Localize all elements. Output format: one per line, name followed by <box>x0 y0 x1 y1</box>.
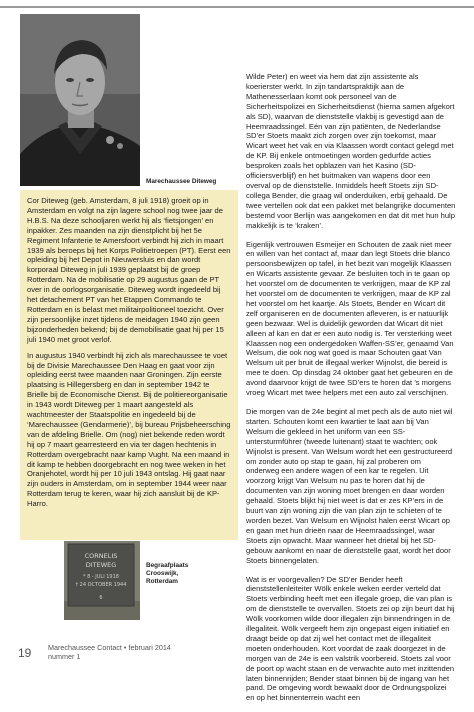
gravestone-caption-line3: Rotterdam <box>146 578 178 586</box>
article-column <box>246 72 456 712</box>
article-paragraph-2: Eigenlijk vertrouwen Esmeijer en Schouten de zaak niet meer en willen van het contact af, maar dan legt Stoets drie blanco persoonsbewijzen op tafel, in het bezit van mogelijk Klaassen en Wicarts assistente gevaar. Ze besluiten toch in te gaan op het voorstel om de documenten te verkrijgen, maar de KP zal het voorstel om de documenten te verkrijgen, maar de KP zal het voorstel om het kaartje. Als Stoets, Bender en Wicart dit zelf organiseren en de documenten afleveren, is er natuurlijk geen bezwaar. Wel is duidelijk geworden dat Wicart dit niet alleen af kan en dat er een auto nodig is. Ter versterking weet Klaassen nog een ondergedoken Waffen-SS’er, genaamd Van Welsum, die ook nog wat goed is maar Schouten gaat Van Welsum uit per bruit de illegaal werker Wijnolst, die bereid is mee te doen. Op dinsdag 24 oktober gaat het gebeuren en de avond daarvoor krijgt de twee SD’ers te horen dat ’s morgens vroeg Wicart met twee helpers met een auto zal verschijnen. <box>246 239 454 398</box>
biography-paragraph-1: Cor Diteweg (geb. Amsterdam, 8 juli 1918) groeit op in Amsterdam en volgt na zijn lagere school nog twee jaar de H.B.S. Na deze schooljaren werkt hij als ‘fietsjongen’ en inpakker. Zes maanden na zijn dienstplicht bij het 5e Regiment Infanterie te Amersfoort verbindt hij zich in maart 1939 als beroeps bij het Korps Politietroepen (PT). Eerst een opleiding bij het Depot in Nieuwersluis en dan wordt korporaal Diteweg in juli 1939 geplaatst bij de groep Rotterdam. Na de mobilisatie op 29 augustus gaan de PT over in de oorlogsorganisatie. Diteweg wordt ingedeeld bij het detachement PT van het Etappen Commando te Rotterdam en is belast met militairpolitioneel toezicht. Over zijn persoonlijke inzet tijdens de meidagen 1940 zijn geen bijzonderheden bekend; bij de demobilisatie gaat hij per 15 juli 1940 met groot verlof. <box>27 196 231 344</box>
footer-publication-info <box>48 643 171 661</box>
footer-bullet: • <box>123 643 127 652</box>
article-paragraph-4: Wat is er voorgevallen? De SD’er Bender heeft dienststellenleiteiter Wölk enkele weken eerder verteld dat Stoets verbinding heeft met een illegale groep, die van plan is om de dienststelle te overvallen. Stoets zei op zijn beurt dat hij Wölk voorkomen wilde door illegalen zijn binnendringen in de illegaliteit. Wölk vergeeft hem zijn ongepast eigen initiatief en draagt beide op dat zij wel het contact met de illegaliteit moeten onderhouden. Kort voordat de zaak doorgezet in de morgen van de 24e is een valstrik voorbereid. Stoets zal voor de poort op wacht staan en de verwachte auto met inzittenden laten binnenrijden; Bender staat binnen bij de ingang van het pand. De omgeving wordt bewaakt door de Ordnungspolizei en op het binnenterrein wacht een <box>246 574 455 703</box>
issue-date: februari 2014 <box>128 643 171 652</box>
page-number: 19 <box>18 646 32 660</box>
gravestone-caption-line2: Crooswijk, <box>146 570 179 578</box>
gravestone-name-line1: CORNELIS <box>84 552 118 560</box>
gravestone-caption <box>146 562 226 587</box>
portrait-caption: Marechaussee Diteweg <box>146 178 217 185</box>
gravestone-number: 6 <box>99 595 103 601</box>
publication-name: Marechaussee Contact <box>48 643 122 652</box>
biography-text <box>27 196 231 515</box>
biography-paragraph-2: In augustus 1940 verbindt hij zich als marechaussee te voet bij de Divisie Marechaussee Den Haag en gaat voor zijn opleiding eerst twee maanden naar Groningen. Zijn eerste plaatsing is Hillegersberg en dan in september 1942 te Brielle bij de Economische Dienst. Bij de politiereorganisatie in 1943 wordt Diteweg per 1 maart aangesteld als wachtmeester der Staatspolitie en ingedeeld bij de ‘Marechaussee (Gendarmerie)’, bij bureau Prijsbeheersching van de afdeling Brielle. Om (nog) niet bekende reden wordt hij op 7 maart gearresteerd en via ter dagen hechtenis in Rotterdam overgebracht naar kamp Vught. Na een maand in dit kamp te hebben doorgebracht en nog twee weken in het Oranjehotel, wordt hij per 10 juli 1943 ontslag. Hij gaat naar zijn ouders in Amsterdam, om in september 1944 weer naar Rotterdam terug te keren, waar hij zich aansluit bij de KP-Harro. <box>27 350 231 509</box>
gravestone-caption-line1: Begraafplaats <box>146 562 189 569</box>
issue-number: nummer 1 <box>48 652 81 661</box>
portrait-photo <box>20 14 140 186</box>
gravestone-name-line2: DITEWEG <box>85 561 117 569</box>
gravestone-photo <box>64 541 140 620</box>
gravestone-death: † 24 OCTOBER 1944 <box>75 582 127 588</box>
article-paragraph-1: Wilde Peter) en weet via hem dat zijn assistente als koerierster werkt. In zijn tandartspraktijk aan de Mathenesserlaan komt ook personeel van de Sicherheitspolizei en Sicherheitsdienst (hierna samen afgekort als SD), waarvan de dienststelle vlakbij is gevestigd aan de Heemraadssingel. Eén van zijn patiënten, de Nederlandse SD’er Stoets maakt zich zorgen over zijn toekomst, maar Wicart weet het vak en via Klaassen wordt contact gelegd met de KP. Bij enkele ontmoetingen worden gedurfde acties besproken zoals het opblazen van het Kasino (SD-officiersverblijf) en het buitmaken van wapens door een overval op de dienststelle. Inmiddels heeft Stoets zijn SD-collega Bender, die graag wil onderduiken, erbij gehaald. De twee vertellen ook dat een pakket met belangrijke documenten bestemd voor Berlijn was aangekomen en dat dit met hun hulp makkelijk is te ‘kraken’. <box>246 72 456 230</box>
article-paragraph-3: Die morgen van de 24e begint al met pech als de auto niet wil starten. Schouten komt een kwartier te laat aan bij Van Welsum die gekleed in het uniform van een SS-untersturmführer (tweede luitenant) staat te wachten; ook Wijnolst is present. Van Welsum wordt het een gestructureerd om zonder auto op stap te gaan, hij zal proberen om onderweg een andere wagen of een kar te regelen. Uit voorzorg krijgt Van Welsum nu pas te horen dat hij de documenten van zijn woning moet brengen en daar worden gehaald. Stoets blijkt hij niet weet is dat er zes KP’ers in de buurt van zijn woning zijn die van plan zijn te schieten of te worden bezet. Van Welsum en Wijnolst halen eerst Wicart op en gaan met hun drieën naar de Heemraadssingel, waar Stoets zijn opwacht. Maar wanneer het drietal bij het SD-gebouw aankomt en naar de dienststelle gaat, wordt het door Stoets binnengelaten. <box>246 407 453 565</box>
gravestone-birth: * 8 - JULI 1918 <box>83 574 119 580</box>
top-divider <box>0 6 474 8</box>
